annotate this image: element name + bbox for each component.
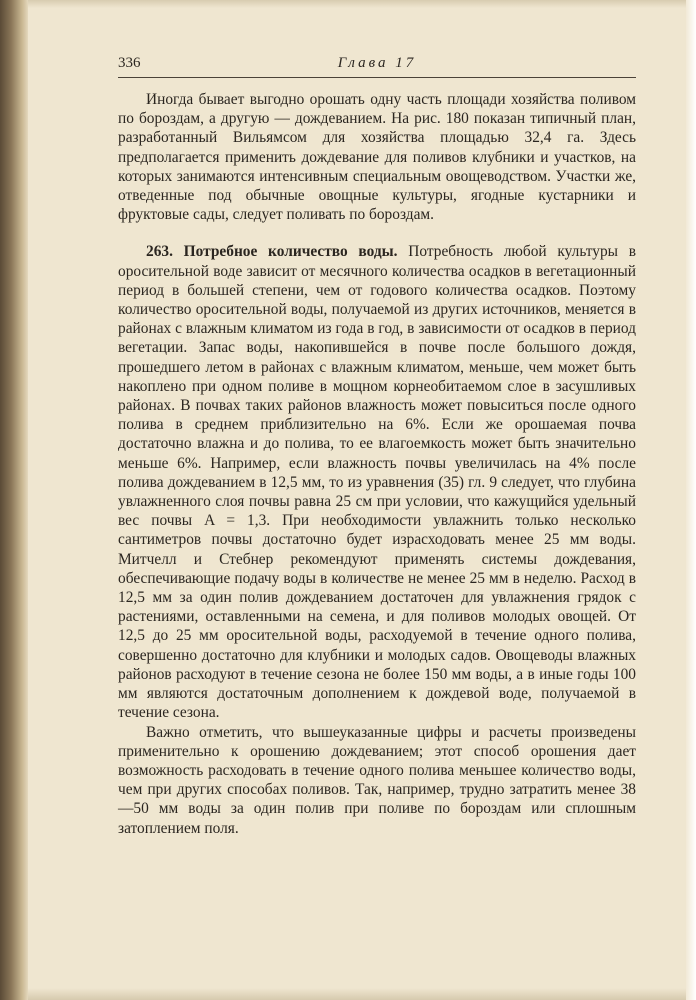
page-right-edge bbox=[686, 0, 696, 1000]
paragraph-water-requirement-text: Потребность любой культуры в оросительной воде зависит от месячного количества осадков в вегетационный период в большей степени, чем от годового количества осадков. Поэтому количество оросительной воды, получаемой из других источников, меняется в районах с влажным климатом из года в год, в зависимости от осадков в период вегетации. Запас воды, накопившейся в почве после большого дождя, прошедшего летом в районах с влажным климатом, меньше, чем может быть накоплено при одном поливе в мощном корнеобитаемом слое в засушливых районах. В почвах таких районов влажность может повыситься после одного полива в среднем приблизительно на 6%. Если же орошаемая почва достаточно влажна и до полива, то ее влагоемкость может быть значительно меньше 6%. Например, если влажность почвы увеличилась на 4% после полива дождеванием в 12,5 мм, то из уравнения (35) гл. 9 следует, что глубина увлажненного слоя почвы равна 25 см при условии, что кажущийся удельный вес почвы A = 1,3. При необходимости увлажнить только несколько сантиметров почвы достаточно будет израсходовать менее 25 мм воды. Митчелл и Стебнер рекомендуют применять системы дождевания, обеспечивающие подачу воды в количестве не менее 25 мм в неделю. Расход в 12,5 мм за один полив дождеванием достаточен для увлажнения грядок с растениями, оставленными на семена, и для поливов молодых овощей. От 12,5 до 25 мм оросительной воды, расходуемой в течение одного полива, совершенно достаточно для клубники и молодых садов. Овощеводы влажных районов расходуют в течение сезона не более 150 мм воды, а в иные годы 100 мм являются достаточным дополнением к дождевой воде, получаемой в течение сезона. bbox=[118, 243, 636, 722]
book-spine-shadow bbox=[0, 0, 28, 1000]
page-bottom-edge bbox=[28, 988, 686, 1000]
paragraph-water-requirement bbox=[118, 242, 636, 722]
paragraph-sprinkler-note: Важно отметить, что вышеуказанные цифры и расчеты произведены применительно к орошению дождеванием; этот способ орошения дает возможность расходовать в течение одного полива меньшее количество воды, чем при других способах поливов. Так, например, трудно затратить менее 38—50 мм воды за один полив при поливе по бороздам или сплошным затоплением поля. bbox=[118, 723, 636, 837]
page-body bbox=[118, 90, 636, 838]
page-top-edge bbox=[28, 0, 686, 8]
page-number: 336 bbox=[118, 55, 141, 71]
paragraph-plot-layout: Иногда бывает выгодно орошать одну часть площади хозяйства поливом по бороздам, а другую — дождеванием. На рис. 180 показан типичный план, разработанный Вильямсом для хозяйства площадью 32,4 га. Здесь предполагается применить дождевание для поливов клубники и участков, на которых занимаются интенсивным специальным овощеводством. Участки же, отведенные под обычные овощные культуры, ягодные кустарники и фруктовые сады, следует поливать по бороздам. bbox=[118, 91, 636, 224]
chapter-title: Глава 17 bbox=[337, 55, 417, 71]
running-header bbox=[118, 53, 636, 78]
section-heading: 263. Потребное количество воды. bbox=[146, 243, 398, 261]
